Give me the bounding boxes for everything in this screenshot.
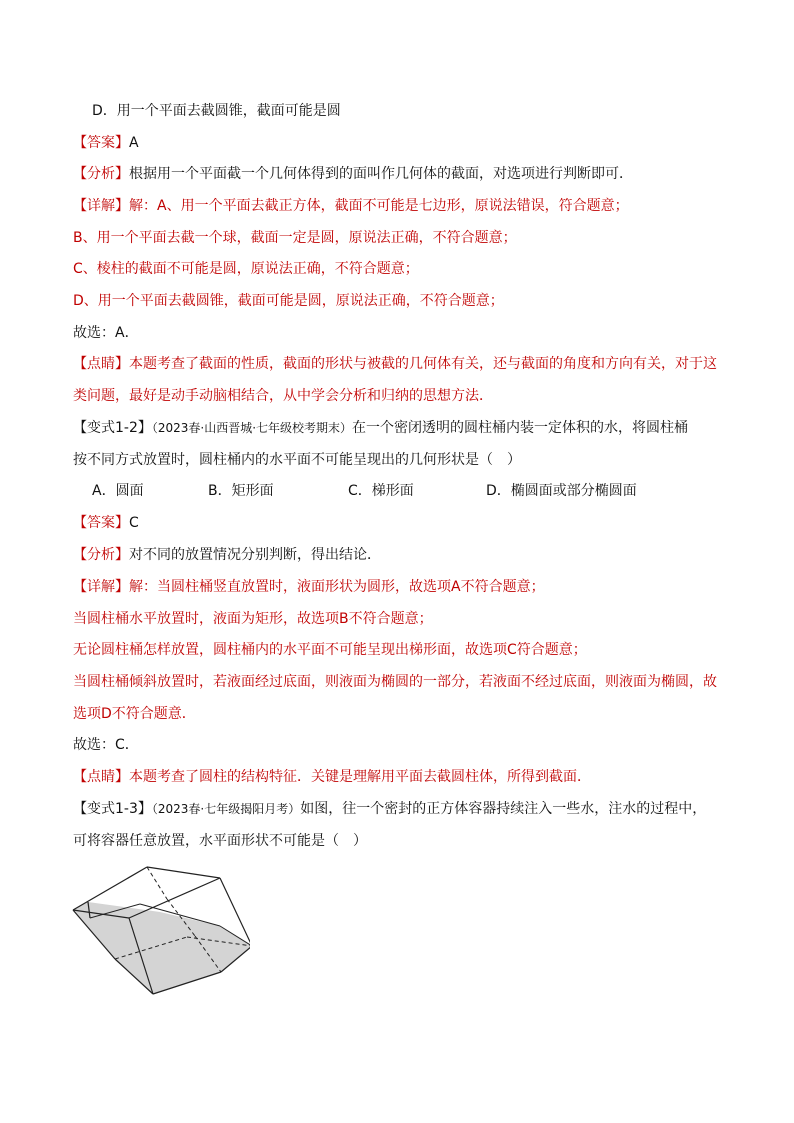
- detail-line-2: B、用一个平面去截一个球，截面一定是圆，原说法正确，不符合题意；: [73, 230, 517, 246]
- comment-line-1: [73, 354, 717, 374]
- detail-line-5: [73, 577, 545, 597]
- variant-tag: 【变式1-2】: [73, 420, 152, 436]
- option-d-text: D．用一个平面去截圆锥，截面可能是圆: [92, 103, 341, 119]
- answer-value: C: [129, 515, 139, 531]
- analysis-text: 对不同的放置情况分别判断，得出结论．: [129, 547, 381, 563]
- detail-line-3: C、棱柱的截面不可能是圆，原说法正确，不符合题意；: [73, 261, 419, 277]
- answer-tag: 【答案】: [73, 515, 129, 531]
- analysis-line-2: [73, 545, 381, 565]
- answer-tag: 【答案】: [73, 135, 129, 151]
- variant-text: 在一个密闭透明的圆柱桶内装一定体积的水，将圆柱桶: [352, 420, 689, 436]
- variant-1-2-line-2: 按不同方式放置时，圆柱桶内的水平面不可能呈现出的几何形状是（ ）: [73, 452, 521, 468]
- comment-text: 本题考查了圆柱的结构特征．关键是理解用平面去截圆柱体，所得到截面．: [129, 769, 591, 785]
- variant-1-3-line-2: 可将容器任意放置，水平面形状不可能是（ ）: [73, 833, 367, 849]
- detail-text: 解：A、用一个平面去截正方体，截面不可能是七边形，原说法错误，符合题意；: [129, 198, 629, 214]
- analysis-line-1: [73, 164, 633, 184]
- option-d: D．椭圆面或部分椭圆面: [486, 483, 637, 499]
- variant-1-2-line-1: [73, 418, 688, 438]
- answer-line-2: [73, 513, 139, 533]
- variant-text: 如图，往一个密封的正方体容器持续注入一些水，注水的过程中，: [300, 801, 707, 817]
- variant-source: （2023春·七年级揭阳月考）: [151, 802, 301, 816]
- answer-line-1: [73, 133, 139, 153]
- analysis-text: 根据用一个平面截一个几何体得到的面叫作几何体的截面，对选项进行判断即可．: [129, 166, 633, 182]
- variant-tag: 【变式1-3】: [73, 801, 152, 817]
- variant-1-3-line-1: [73, 799, 706, 819]
- comment-tag: 【点睛】: [73, 356, 129, 372]
- variant-source: （2023春·山西晋城·七年级校考期末）: [151, 421, 353, 435]
- detail-line-4: D、用一个平面去截圆锥，截面可能是圆，原说法正确，不符合题意；: [73, 293, 504, 309]
- detail-line-1: [73, 196, 629, 216]
- detail-text: 解：当圆柱桶竖直放置时，液面形状为圆形，故选项A不符合题意；: [129, 579, 545, 595]
- choice-line-1: 故选：A．: [73, 325, 139, 341]
- answer-value: A: [129, 135, 139, 151]
- detail-tag: 【详解】: [73, 579, 129, 595]
- comment-tag: 【点睛】: [73, 769, 129, 785]
- comment-line-2: 类问题，最好是动手动脑相结合，从中学会分析和归纳的思想方法．: [73, 388, 493, 404]
- analysis-tag: 【分析】: [73, 547, 129, 563]
- option-c: C．梯形面: [348, 483, 414, 499]
- choice-line-2: 故选：C．: [73, 737, 139, 753]
- detail-tag: 【详解】: [73, 198, 129, 214]
- detail-line-7: 无论圆柱桶怎样放置，圆柱桶内的水平面不可能呈现出梯形面，故选项C符合题意；: [73, 642, 587, 658]
- comment-line-3: [73, 767, 591, 787]
- comment-text: 本题考查了截面的性质，截面的形状与被截的几何体有关，还与截面的角度和方向有关，对于这: [129, 356, 717, 372]
- detail-line-6: 当圆柱桶水平放置时，液面为矩形，故选项B不符合题意；: [73, 611, 433, 627]
- analysis-tag: 【分析】: [73, 166, 129, 182]
- detail-line-8: 当圆柱桶倾斜放置时，若液面经过底面，则液面为椭圆的一部分，若液面不经过底面，则液面为椭圆，故: [73, 674, 717, 690]
- tilted-cube-with-water-figure: [70, 864, 250, 1000]
- option-b: B．矩形面: [208, 483, 274, 499]
- detail-line-9: 选项D不符合题意．: [73, 706, 196, 722]
- option-a: A．圆面: [92, 483, 144, 499]
